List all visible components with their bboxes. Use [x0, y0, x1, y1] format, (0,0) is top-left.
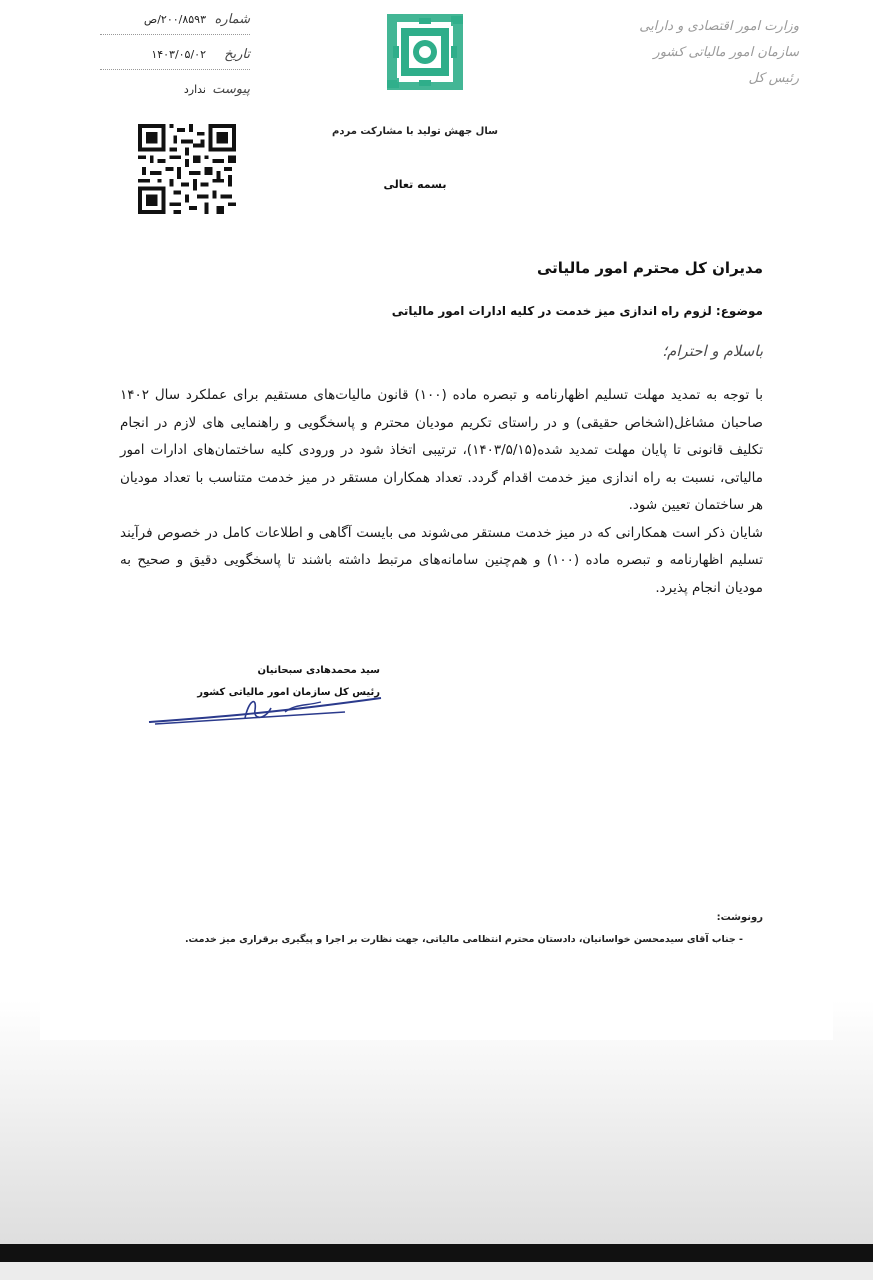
ministry-line: وزارت امور اقتصادی و دارایی	[639, 19, 799, 34]
cc-heading: رونوشت:	[716, 912, 763, 923]
qr-code	[137, 124, 237, 214]
number-label: شماره	[214, 12, 250, 27]
body-paragraph: شایان ذکر است همکارانی که در میز خدمت مستقر می‌شوند می بایست آگاهی و اطلاعات کامل در خصوص فرآیند تسلیم اظهارنامه و تبصره ماده (۱۰۰) و هم‌چنین سامانه‌های مرتبط داشته باشند تا پاسخگویی دقیق و صحیح به مودیان انجام پذیرد.	[120, 524, 763, 596]
ministry-line: رئیس کل	[748, 71, 799, 86]
letter-subject: موضوع: لزوم راه اندازی میز خدمت در کلیه ادارات امور مالیاتی	[391, 304, 763, 318]
letter-recipient: مدیران کل محترم امور مالیاتی	[537, 259, 763, 277]
letter-meta	[100, 10, 250, 114]
attachment-value: ندارد	[183, 83, 206, 96]
letter-number: ۲۰۰/۸۵۹۳/ص	[143, 13, 206, 26]
signer-name: سید محمدهادی سبحانیان	[257, 665, 380, 676]
ministry-heading	[639, 14, 799, 92]
date-label: تاریخ	[224, 47, 250, 62]
screen-bottom-bar	[0, 1244, 873, 1262]
tax-organization-logo	[379, 6, 471, 98]
basmala: بسمه تعالی	[383, 178, 447, 191]
meta-date-row	[100, 45, 250, 70]
cc-recipient: - جناب آقای سیدمحسن خواسانیان، دادستان محترم انتظامی مالیاتی، جهت نظارت بر اجرا و پیگیری برقراری میز خدمت.	[184, 934, 743, 945]
attachment-label: پیوست	[212, 82, 250, 97]
letter-greeting: باسلام و احترام؛	[662, 342, 763, 360]
year-slogan: سال جهش تولید با مشارکت مردم	[332, 126, 498, 137]
signer-title: رئیس کل سازمان امور مالیاتی کشور	[197, 687, 380, 698]
meta-number-row	[100, 10, 250, 35]
letter-date: ۱۴۰۳/۰۵/۰۲	[151, 48, 206, 61]
body-paragraph: با توجه به تمدید مهلت تسلیم اظهارنامه و تبصره ماده (۱۰۰) قانون مالیات‌های مستقیم برای عملکرد سال ۱۴۰۲ صاحبان مشاغل(اشخاص حقیقی) و در راستای تکریم مودیان محترم و پاسخگویی و راهنمایی های لازم در انجام تکلیف قانونی تا پایان مهلت تمدید شده(۱۴۰۳/۵/۱۵)، ترتیبی اتخاذ شود در ورودی کلیه ساختمان‌های ادارات امور مالیاتی، نسبت به راه اندازی میز خدمت اقدام گردد. تعداد همکاران مستقر در میز خدمت متناسب با تعداد مودیان هر ساختمان تعیین شود.	[120, 387, 763, 513]
ministry-line: سازمان امور مالیاتی کشور	[653, 45, 799, 60]
meta-attachment-row	[100, 80, 250, 104]
letter-body	[120, 382, 763, 602]
handwritten-signature	[145, 690, 385, 730]
